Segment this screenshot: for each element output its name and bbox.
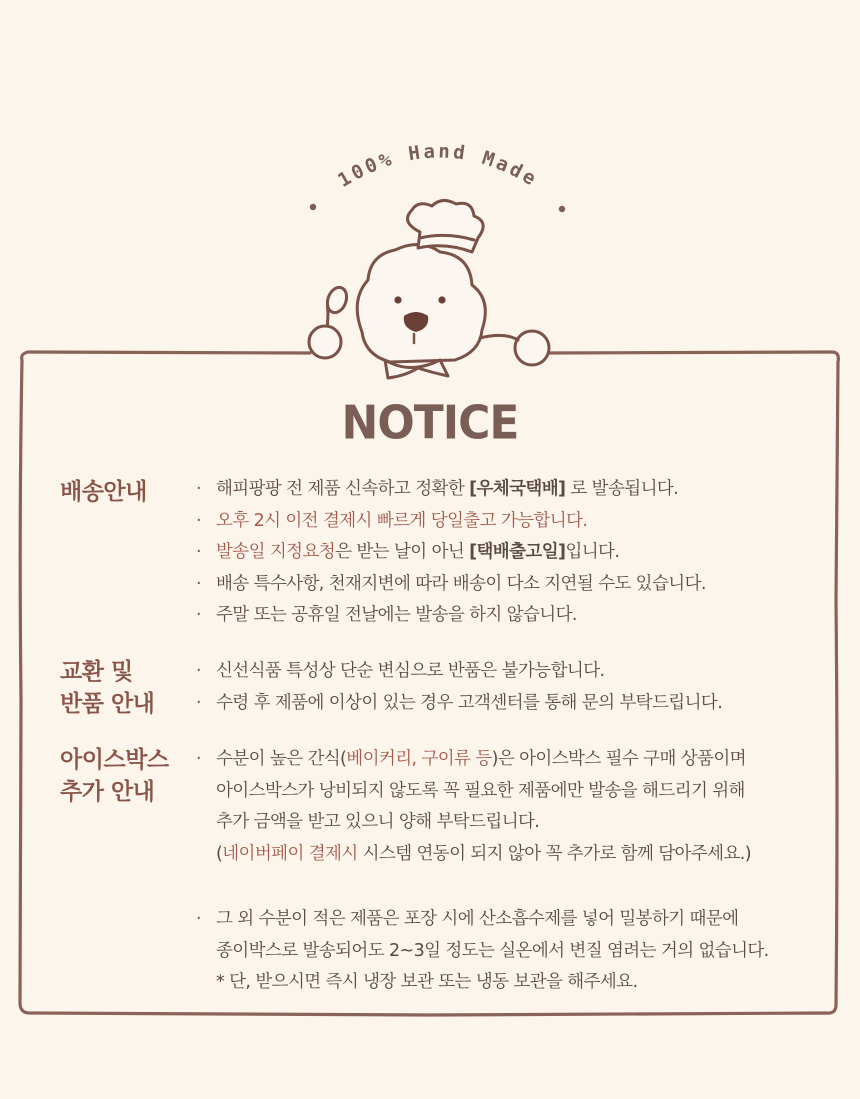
item-line (216, 904, 769, 936)
emphasis-text: 베이커리, 구이류 등 (346, 749, 492, 769)
item-line (216, 807, 751, 839)
item-text: 추가 금액을 받고 있으니 양해 부탁드립니다. (216, 812, 540, 832)
list-item (196, 688, 722, 720)
shipping-list (196, 474, 706, 632)
item-text: )은 아이스박스 필수 구매 상품이며 (491, 749, 746, 769)
bullet-icon: · (196, 749, 201, 769)
emphasis-text: 발송일 지정요청 (216, 542, 336, 562)
item-text: 은 받는 날이 아닌 (335, 542, 470, 562)
item-text: 해피팡팡 전 제품 신속하고 정확한 (216, 479, 470, 499)
item-line (216, 688, 722, 720)
item-text: 신선식품 특성상 단순 변심으로 반품은 불가능합니다. (216, 661, 605, 681)
bullet-icon: · (196, 605, 201, 625)
section-title-exchange: 교환 및 반품 안내 (60, 659, 155, 717)
item-line (216, 744, 751, 776)
icebox-list (196, 744, 751, 870)
bullet-icon: · (196, 909, 201, 929)
bullet-icon: · (196, 661, 201, 681)
item-text: 주말 또는 공휴일 전날에는 발송을 하지 않습니다. (216, 605, 577, 625)
item-text: 시스템 연동이 되지 않아 꼭 추가로 함께 담아주세요.) (357, 843, 751, 864)
bullet-icon: · (196, 573, 201, 594)
item-text: ( (216, 843, 223, 864)
list-item (196, 656, 722, 688)
item-line (216, 936, 769, 968)
item-line (216, 967, 769, 999)
item-text: * 단, 받으시면 즉시 냉장 보관 또는 냉동 보관을 해주세요. (216, 972, 638, 992)
other-list (196, 904, 769, 999)
item-line (216, 776, 751, 808)
bullet-icon: · (196, 479, 201, 499)
arc-text-label: 100% Hand Made (334, 140, 543, 192)
emphasis-text: [우체국택배] (469, 479, 566, 499)
emphasis-text: 오후 2시 이전 결제시 빠르게 당일출고 가능합니다. (216, 510, 588, 531)
exchange-list (196, 656, 722, 719)
item-line (216, 474, 706, 506)
item-line (216, 600, 706, 632)
item-text: 아이스박스가 낭비되지 않도록 꼭 필요한 제품에만 발송을 해드리기 위해 (216, 780, 745, 801)
item-text: 로 발송됩니다. (565, 479, 679, 499)
item-text: 종이박스로 발송되어도 2~3일 정도는 실온에서 변질 염려는 거의 없습니다. (216, 940, 769, 961)
list-item (196, 506, 706, 538)
emphasis-text: 네이버페이 결제시 (222, 843, 358, 864)
list-item (196, 569, 706, 601)
item-text: 수령 후 제품에 이상이 있는 경우 고객센터를 통해 문의 부탁드립니다. (216, 692, 723, 713)
item-text: 입니다. (565, 542, 620, 562)
section-title-shipping: 배송안내 (60, 479, 147, 505)
item-line (216, 537, 706, 569)
item-line (216, 656, 722, 688)
section-title-icebox: 아이스박스 추가 안내 (60, 747, 169, 805)
item-line (216, 569, 706, 601)
bullet-icon: · (196, 692, 201, 713)
emphasis-text: [택배출고일] (469, 542, 566, 562)
chef-bread-mascot-icon (0, 0, 860, 400)
bullet-icon: · (196, 510, 201, 531)
item-line (216, 839, 751, 871)
item-text: 수분이 높은 간식( (216, 749, 347, 769)
list-item (196, 537, 706, 569)
item-line (216, 506, 706, 538)
item-text: 배송 특수사항, 천재지변에 따라 배송이 다소 지연될 수도 있습니다. (216, 573, 706, 594)
list-item (196, 744, 751, 870)
item-text: 그 외 수분이 적은 제품은 포장 시에 산소흡수제를 넣어 밀봉하기 때문에 (216, 909, 739, 929)
list-item (196, 474, 706, 506)
list-item (196, 600, 706, 632)
notice-title: NOTICE (341, 396, 519, 451)
list-item (196, 904, 769, 999)
bullet-icon: · (196, 542, 201, 562)
